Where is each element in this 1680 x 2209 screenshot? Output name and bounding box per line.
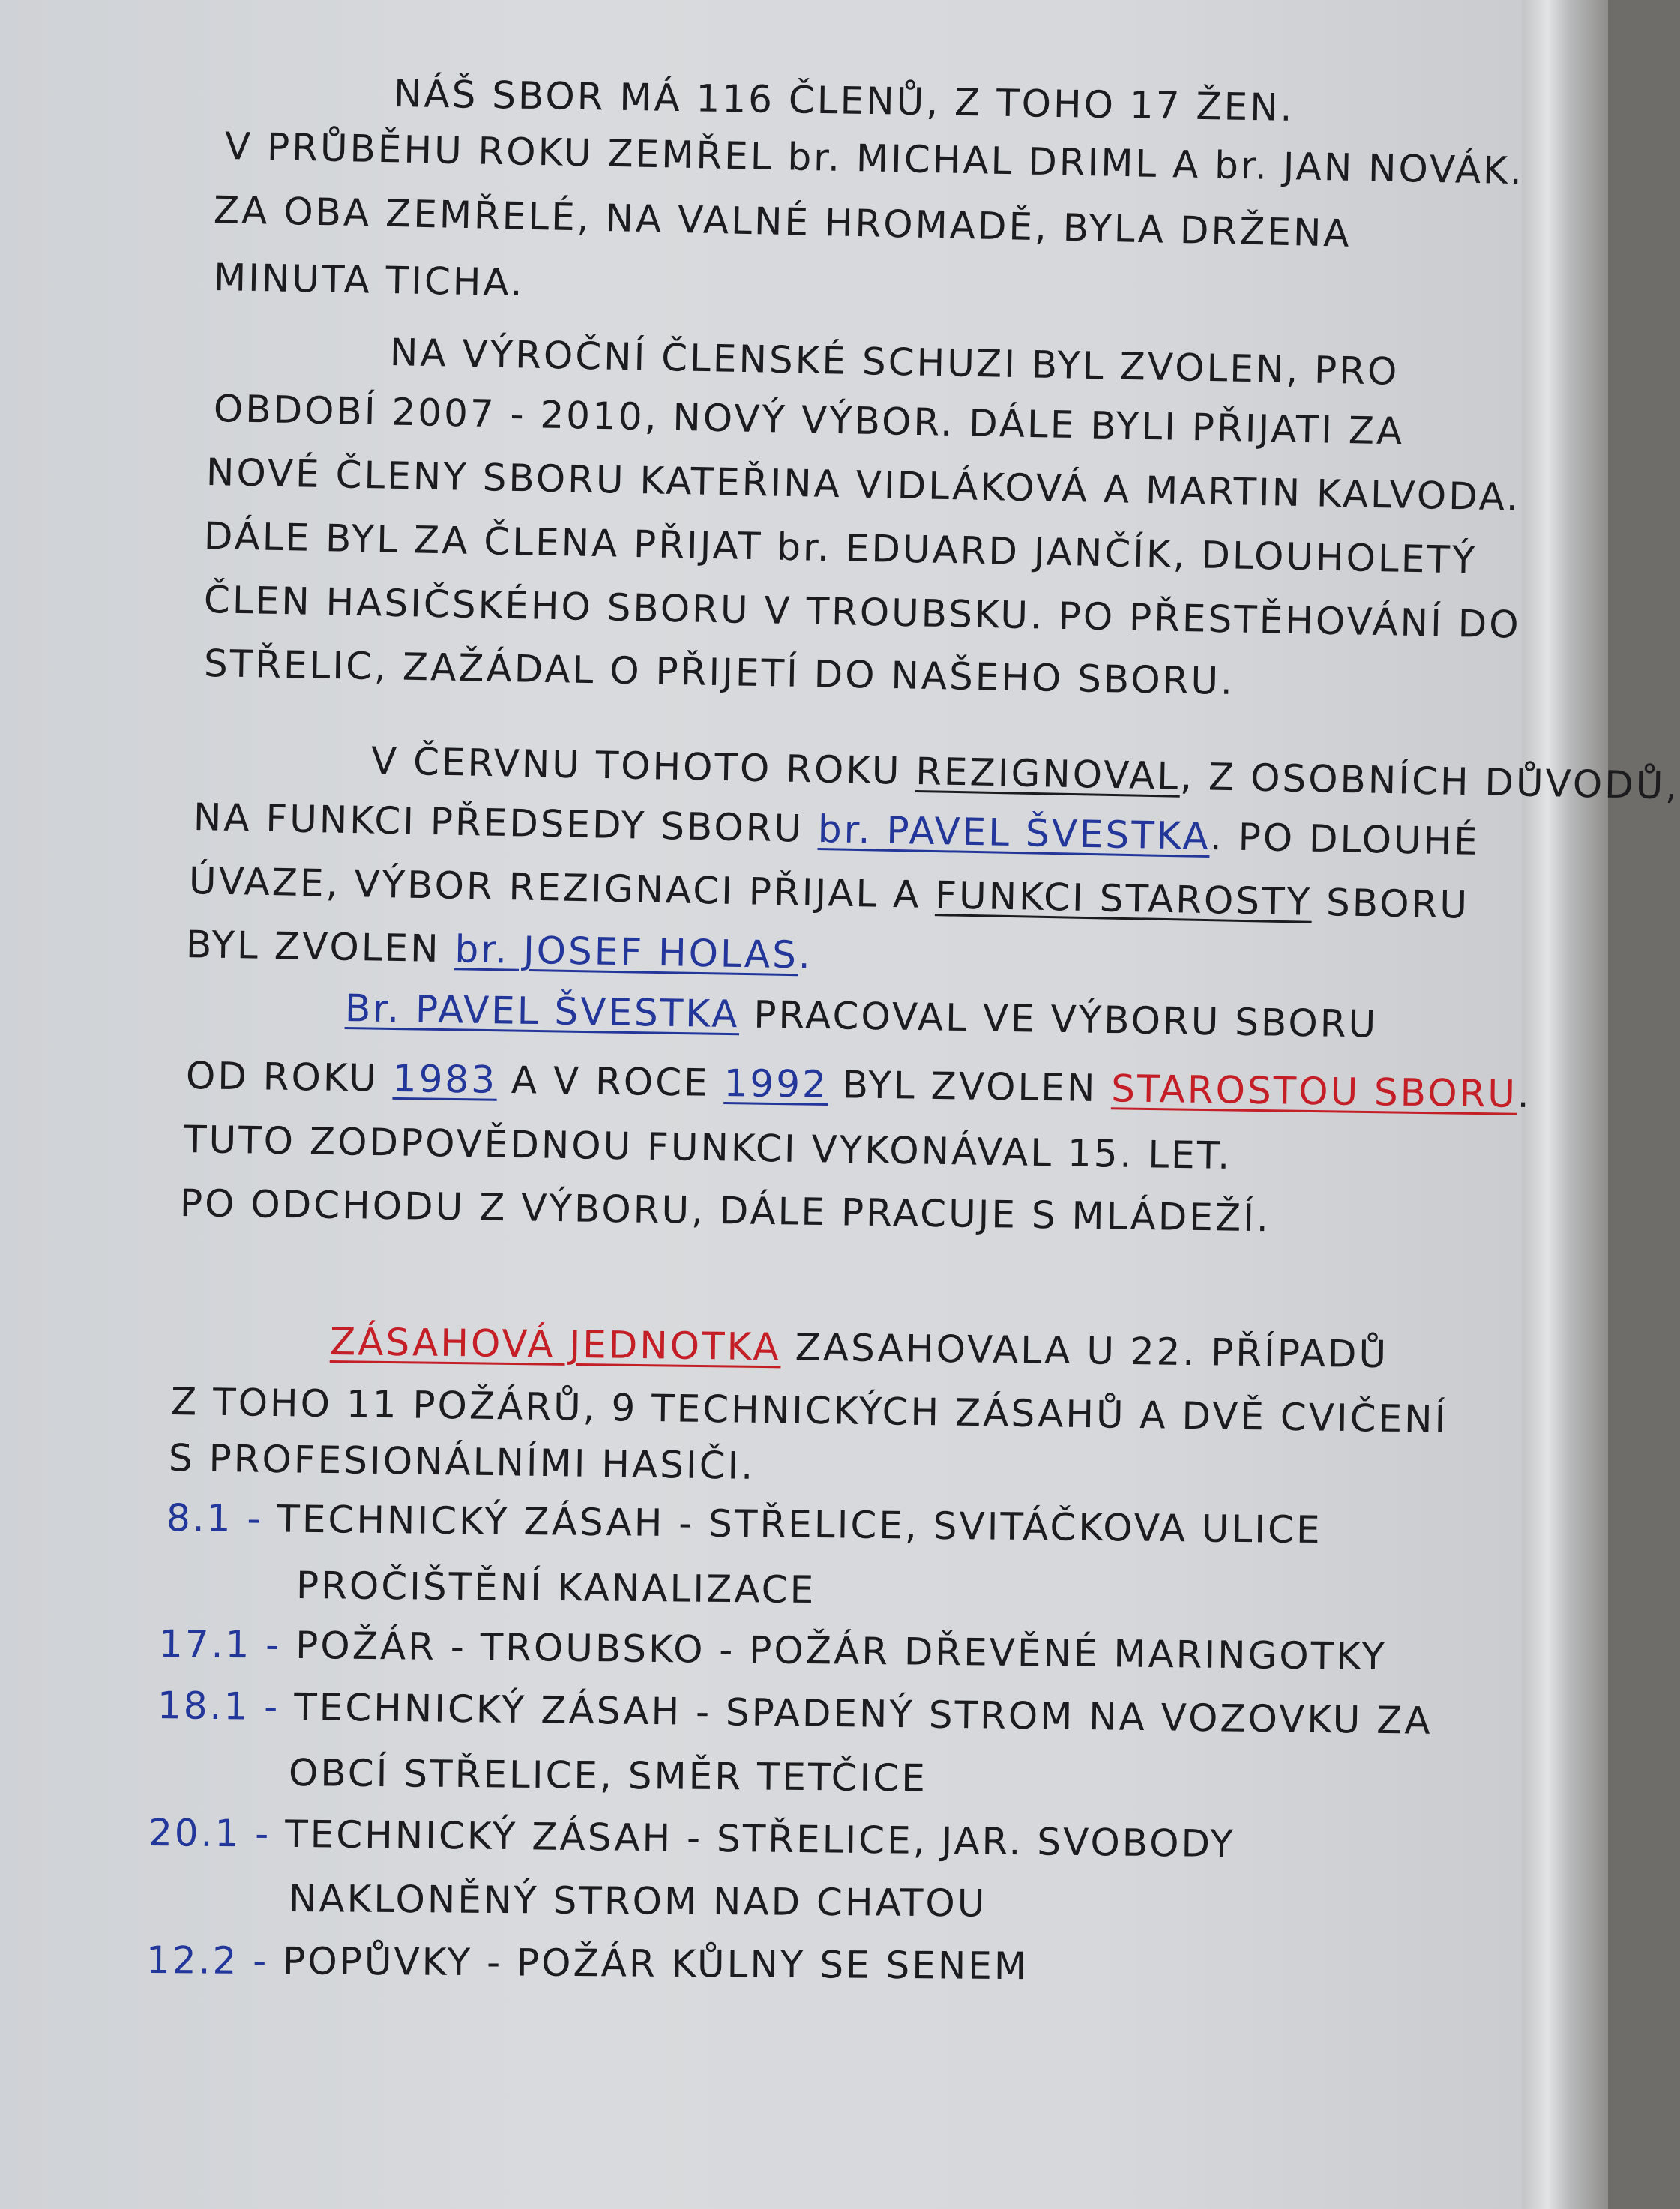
- unit-underlined: ZÁSAHOVÁ JEDNOTKA: [329, 1320, 782, 1369]
- incident-text: POŽÁR - TROUBSKO - POŽÁR DŘEVĚNÉ MARINGOTKY: [295, 1623, 1388, 1679]
- text: PRACOVAL VE VÝBORU SBORU: [753, 992, 1379, 1046]
- incident-4: [148, 1811, 1236, 1866]
- meeting-line-4: DÁLE BYL ZA ČLENA PŘIJAT br. EDUARD JANČÍK, DLOUHOLETÝ: [203, 514, 1478, 582]
- name-josef-holas: br. JOSEF HOLAS: [454, 927, 799, 977]
- svestka-line-3: TUTO ZODPOVĚDNOU FUNKCI VYKONÁVAL 15. LET.: [183, 1118, 1232, 1178]
- meeting-line-1: NA VÝROČNÍ ČLENSKÉ SCHUZI BYL ZVOLEN, PRO: [389, 331, 1400, 394]
- incident-text: TECHNICKÝ ZÁSAH - STŘELICE, SVITÁČKOVA ULICE: [277, 1497, 1322, 1552]
- incident-1: [166, 1496, 1322, 1552]
- year-1983: 1983: [392, 1056, 498, 1102]
- incident-date: 12.2 -: [145, 1938, 269, 1983]
- incident-1-continuation: PROČIŠTĚNÍ KANALIZACE: [295, 1564, 816, 1612]
- text: A V ROCE: [511, 1058, 711, 1105]
- incident-date: 18.1 -: [157, 1684, 280, 1729]
- incident-date: 8.1 -: [166, 1496, 263, 1541]
- text: , Z OSOBNÍCH DŮVODŮ,: [1179, 754, 1680, 808]
- year-1992: 1992: [723, 1061, 829, 1106]
- svestka-line-4: PO ODCHODU Z VÝBORU, DÁLE PRACUJE S MLÁDEŽÍ.: [179, 1181, 1271, 1241]
- text: SBORU: [1325, 881, 1470, 927]
- text: . PO DLOUHÉ: [1209, 815, 1481, 864]
- membership-line-4: MINUTA TICHA.: [213, 256, 526, 305]
- incident-3-continuation: OBCÍ STŘELICE, SMĚR TETČICE: [288, 1751, 928, 1800]
- membership-line-1: NÁŠ SBOR MÁ 116 ČLENŮ, Z TOHO 17 ŽEN.: [393, 72, 1295, 130]
- text: V ČERVNU TOHOTO ROKU: [370, 739, 902, 793]
- incident-5: [145, 1938, 1029, 1989]
- text: BYL ZVOLEN: [842, 1063, 1098, 1110]
- text: ZASAHOVALA U 22. PŘÍPADŮ: [795, 1325, 1389, 1377]
- incident-text: TECHNICKÝ ZÁSAH - SPADENÝ STROM NA VOZOVKU ZA: [293, 1685, 1433, 1743]
- text: OD ROKU: [185, 1054, 379, 1100]
- name-pavel-svestka-2: Br. PAVEL ŠVESTKA: [344, 986, 740, 1037]
- incident-text: POPŮVKY - POŽÁR KŮLNY SE SENEM: [282, 1939, 1029, 1989]
- resignation-line-4: [185, 923, 813, 977]
- incident-4-continuation: NAKLONĚNÝ STROM NAD CHATOU: [288, 1877, 987, 1926]
- function-underlined: FUNKCI STAROSTY: [934, 873, 1313, 924]
- meeting-line-2: OBDOBÍ 2007 - 2010, NOVÝ VÝBOR. DÁLE BYLI PŘIJATI ZA: [213, 387, 1405, 453]
- text: .: [798, 933, 813, 977]
- unit-line-3: S PROFESIONÁLNÍMI HASIČI.: [168, 1436, 756, 1488]
- incident-date: 20.1 -: [148, 1811, 271, 1856]
- starosta-underlined: STAROSTOU SBORU: [1110, 1067, 1518, 1116]
- meeting-line-6: STŘELIC, ZAŽÁDAL O PŘIJETÍ DO NAŠEHO SBORU.: [203, 642, 1235, 703]
- meeting-line-5: ČLEN HASIČSKÉHO SBORU V TROUBSKU. PO PŘESTĚHOVÁNÍ DO: [203, 578, 1522, 647]
- text: .: [1517, 1072, 1532, 1117]
- text: BYL ZVOLEN: [185, 923, 442, 971]
- meeting-line-3: NOVÉ ČLENY SBORU KATEŘINA VIDLÁKOVÁ A MARTIN KALVODA.: [205, 450, 1521, 519]
- text: ÚVAZE, VÝBOR REZIGNACI PŘIJAL A: [188, 859, 922, 917]
- text: NA FUNKCI PŘEDSEDY SBORU: [193, 795, 804, 851]
- incident-date: 17.1 -: [158, 1622, 282, 1667]
- membership-line-2: V PRŮBĚHU ROKU ZEMŘEL br. MICHAL DRIML A br. JAN NOVÁK.: [224, 124, 1525, 193]
- resigned-underlined: REZIGNOVAL: [915, 749, 1181, 798]
- membership-line-3: ZA OBA ZEMŘELÉ, NA VALNÉ HROMADĚ, BYLA DRŽENA: [213, 188, 1352, 256]
- page-edge: [1522, 0, 1608, 2209]
- unit-line-2: Z TOHO 11 POŽÁRŮ, 9 TECHNICKÝCH ZÁSAHŮ A DVĚ CVIČENÍ: [170, 1380, 1448, 1441]
- name-pavel-svestka: br. PAVEL ŠVESTKA: [817, 807, 1211, 859]
- incident-text: TECHNICKÝ ZÁSAH - STŘELICE, JAR. SVOBODY: [284, 1812, 1236, 1866]
